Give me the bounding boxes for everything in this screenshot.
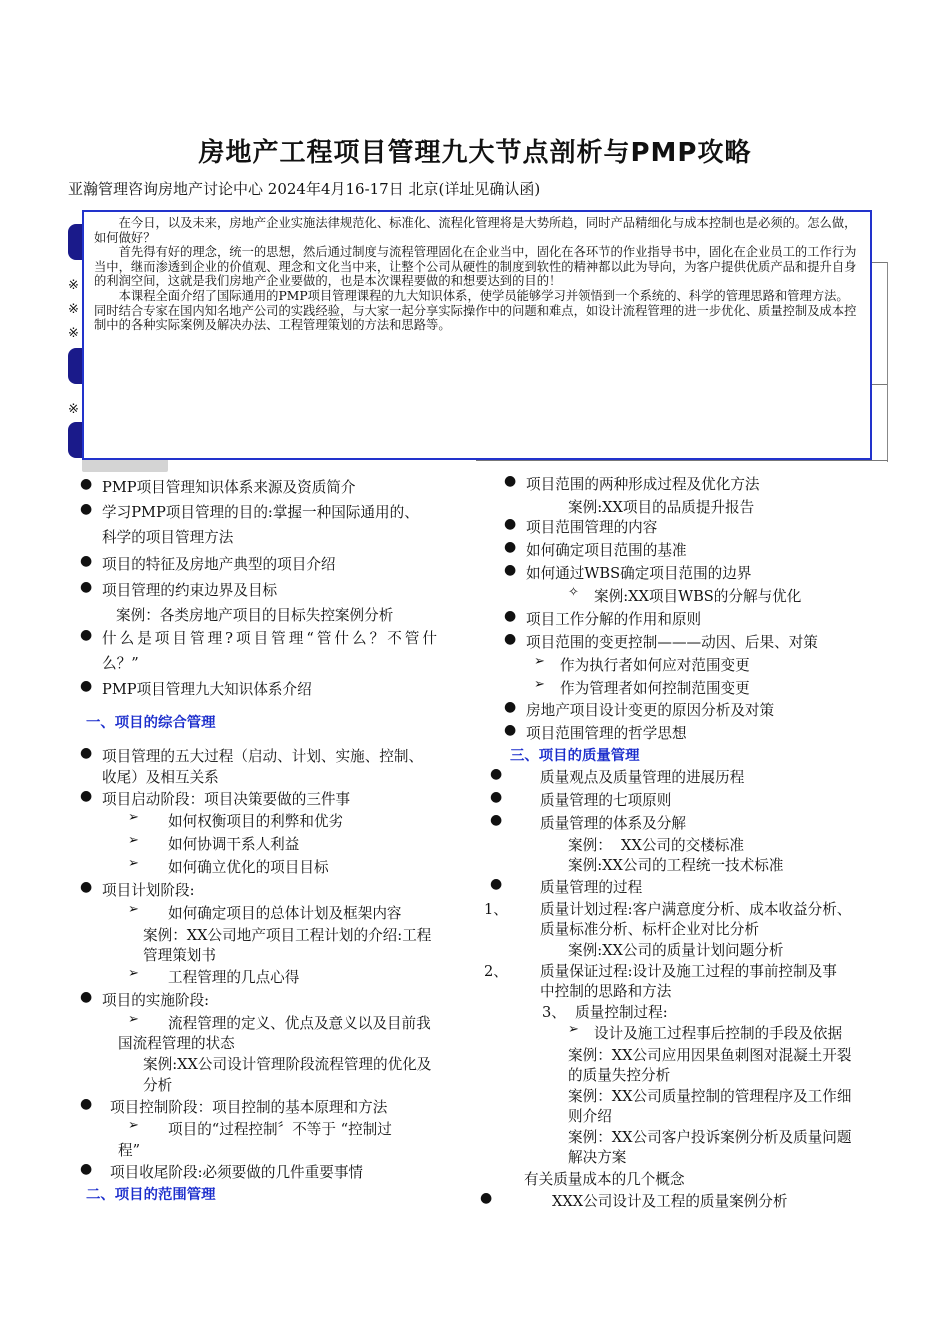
section-tab-marker xyxy=(68,422,82,458)
arrow-icon: ➢ xyxy=(128,966,139,981)
sub-list-item: ➢ 设计及施工过程事后控制的手段及依据 xyxy=(568,1022,843,1042)
case-line: 案例：XX公司地产项目工程计划的介绍:工程 xyxy=(143,927,432,944)
case-line: 案例：XX公司客户投诉案例分析及质量问题 xyxy=(568,1129,852,1146)
bullet-icon: ● xyxy=(504,631,517,647)
bullet-icon: ● xyxy=(490,876,503,892)
arrow-icon: ➢ xyxy=(128,833,139,848)
list-item: ● 项目管理的约束边界及目标 xyxy=(80,579,278,599)
case-line: 案例：XX公司应用因果鱼刺图对混凝土开裂 xyxy=(568,1047,852,1064)
arrow-icon: ➢ xyxy=(128,810,139,825)
case-line: 案例： XX公司的交楼标准 xyxy=(568,837,744,854)
arrow-icon: ➢ xyxy=(128,1012,139,1027)
bullet-icon: ● xyxy=(80,879,93,895)
reference-mark: ※ xyxy=(68,302,79,317)
numbered-item: 3、 质量控制过程: xyxy=(542,1004,668,1021)
bullet-icon: ● xyxy=(504,516,517,532)
divider xyxy=(872,262,888,263)
bullet-icon: ● xyxy=(80,678,93,694)
bullet-icon: ● xyxy=(490,812,503,828)
sub-list-item: ➢ 项目的“过程控制〞不等于 “控制过 xyxy=(128,1118,392,1138)
bullet-icon: ● xyxy=(504,722,517,738)
bullet-icon: ● xyxy=(504,539,517,555)
sub-list-item: ➢ 作为管理者如何控制范围变更 xyxy=(534,677,750,697)
numbered-item-continuation: 中控制的思路和方法 xyxy=(540,983,672,1000)
case-line: 案例：XX公司质量控制的管理程序及工作细 xyxy=(568,1088,852,1105)
list-item: ● 项目范围管理的哲学思想 xyxy=(504,722,687,742)
bullet-icon: ● xyxy=(504,562,517,578)
intro-paragraph: 本课程全面介绍了国际通用的PMP项目管理课程的九大知识体系，使学员能够学习并领悟到一个系统的、科学的管理思路和管理方法。同时结合专家在国内知名地产公司的实践经验，与大家一起分享实际操作中的问题和难点，如设计流程管理的进一步优化、质量控制及成本控制中的各种实际案例及解决办法、工程管理策划的方法和思路等。 xyxy=(94,288,857,333)
arrow-icon: ➢ xyxy=(534,654,545,669)
divider xyxy=(887,262,888,462)
list-item-continuation: 收尾）及相互关系 xyxy=(102,769,219,786)
sub-list-item: ➢ 流程管理的定义、优点及意义以及目前我 xyxy=(128,1012,431,1032)
sub-list-continuation: 程” xyxy=(118,1142,141,1159)
list-item: ● 项目收尾阶段:必须要做的几件重要事情 xyxy=(80,1161,364,1181)
list-item: ● PMP项目管理九大知识体系介绍 xyxy=(80,678,312,698)
case-line: 案例：各类房地产项目的目标失控案例分析 xyxy=(116,607,394,624)
section-heading: 二、项目的范围管理 xyxy=(86,1187,216,1203)
page-subtitle: 亚瀚管理咨询房地产讨论中心 2024年4月16-17日 北京(详址见确认函) xyxy=(68,180,541,198)
bullet-icon: ● xyxy=(80,476,93,492)
arrow-icon: ➢ xyxy=(534,677,545,692)
arrow-icon: ➢ xyxy=(128,1118,139,1133)
bullet-icon: ● xyxy=(504,473,517,489)
list-item: ● 项目范围的变更控制———动因、后果、对策 xyxy=(504,631,818,651)
intro-paragraph: 首先得有好的理念，统一的思想，然后通过制度与流程管理固化在企业当中，固化在各环节的作业指导书中，固化在企业员工的工作行为当中，继而渗透到企业的价值观、理念和文化当中来，让整个公司从硬性的制度到软性的精神都以此为导向，为客户提供优质产品和提升自身的利润空间，这就是我们房地产企业要做的，也是本次课程要做的和想要达到的目的！ xyxy=(94,245,857,289)
numbered-item-continuation: 质量标准分析、标杆企业对比分析 xyxy=(540,921,759,938)
bullet-icon: ● xyxy=(80,627,96,643)
case-line: 则介绍 xyxy=(568,1108,612,1125)
list-item-continuation: 科学的项目管理方法 xyxy=(102,529,234,546)
list-item: ● XXX公司设计及工程的质量案例分析 xyxy=(480,1190,788,1210)
list-item: ● 质量管理的七项原则 xyxy=(490,789,672,809)
list-item: ● 项目范围管理的内容 xyxy=(504,516,658,536)
bullet-icon: ● xyxy=(504,608,517,624)
list-item: ● 如何通过WBS确定项目范围的边界 xyxy=(504,562,752,582)
reference-mark: ※ xyxy=(68,402,79,417)
list-item: ● 项目启动阶段：项目决策要做的三件事 xyxy=(80,788,351,808)
bullet-icon: ● xyxy=(80,788,93,804)
bullet-icon: ● xyxy=(504,699,517,715)
bullet-icon: ● xyxy=(80,745,93,761)
list-item: ● 质量观点及质量管理的进展历程 xyxy=(490,766,745,786)
list-item: ● 项目的特征及房地产典型的项目介绍 xyxy=(80,553,336,573)
sub-list-continuation: 国流程管理的状态 xyxy=(118,1035,235,1052)
case-line: 案例:XX公司的工程统一技术标准 xyxy=(568,857,784,874)
case-line: 分析 xyxy=(143,1077,173,1094)
page-title: 房地产工程项目管理九大节点剖析与PMP攻略 xyxy=(198,138,752,168)
bullet-icon: ● xyxy=(80,1161,93,1177)
list-item: ● 项目管理的五大过程（启动、计划、实施、控制、 xyxy=(80,745,424,765)
list-item: ● 项目计划阶段: xyxy=(80,879,195,899)
case-line: 案例:XX公司的质量计划问题分析 xyxy=(568,942,784,959)
list-item: ● 项目控制阶段：项目控制的基本原理和方法 xyxy=(80,1096,388,1116)
list-item: ● 项目的实施阶段: xyxy=(80,989,210,1009)
arrow-icon: ➢ xyxy=(128,856,139,871)
bullet-icon: ● xyxy=(480,1190,493,1206)
list-item-continuation: 么？” xyxy=(102,655,139,672)
bullet-icon: ● xyxy=(80,501,93,517)
plain-item: 有关质量成本的几个概念 xyxy=(524,1171,685,1188)
arrow-icon: ➢ xyxy=(568,1022,579,1037)
item-number: 2、 xyxy=(484,963,508,980)
bullet-icon: ● xyxy=(80,553,93,569)
bullet-icon: ● xyxy=(490,789,503,805)
list-item: ● 如何确定项目范围的基准 xyxy=(504,539,687,559)
section-heading: 三、项目的质量管理 xyxy=(510,748,640,764)
bullet-icon: ● xyxy=(490,766,503,782)
numbered-item: 2、 质量保证过程:设计及施工过程的事前控制及事 xyxy=(484,960,837,981)
reference-mark: ※ xyxy=(68,278,79,293)
list-item: ● 质量管理的体系及分解 xyxy=(490,812,686,832)
arrow-icon: ➢ xyxy=(128,902,139,917)
sub-list-item: ➢ 如何确立优化的项目目标 xyxy=(128,856,329,876)
section-label-shadow xyxy=(82,458,168,472)
diamond-icon: ✧ xyxy=(568,585,579,600)
sub-list-item: ➢ 作为执行者如何应对范围变更 xyxy=(534,654,750,674)
case-line: 案例:XX公司设计管理阶段流程管理的优化及 xyxy=(143,1056,432,1073)
case-line: 管理策划书 xyxy=(143,947,216,964)
sub-list-item: ➢ 如何确定项目的总体计划及框架内容 xyxy=(128,902,402,922)
case-line: 解决方案 xyxy=(568,1149,627,1166)
divider xyxy=(872,384,888,385)
section-tab-marker xyxy=(68,224,82,260)
list-item: ● 项目范围的两种形成过程及优化方法 xyxy=(504,473,760,493)
divider xyxy=(476,460,888,461)
case-line: 的质量失控分析 xyxy=(568,1067,671,1084)
case-line: 案例:XX项目的品质提升报告 xyxy=(568,499,755,516)
course-introduction-box xyxy=(82,210,872,460)
list-item: ● 质量管理的过程 xyxy=(490,876,643,896)
item-number: 1、 xyxy=(484,901,508,918)
bullet-icon: ● xyxy=(80,1096,93,1112)
list-item: ● PMP项目管理知识体系来源及资质简介 xyxy=(80,476,356,496)
sub-list-item: ➢ 工程管理的几点心得 xyxy=(128,966,300,986)
sub-list-item: ➢ 如何协调干系人利益 xyxy=(128,833,300,853)
bullet-icon: ● xyxy=(80,989,93,1005)
section-tab-marker xyxy=(68,348,82,384)
list-item: ● 什么是项目管理?项目管理“管什么？不管什 xyxy=(80,627,440,647)
bullet-icon: ● xyxy=(80,579,93,595)
intro-paragraph: 在今日，以及未来，房地产企业实施法律规范化、标准化、流程化管理将是大势所趋，同时产品精细化与成本控制也是必须的。怎么做，如何做好？ xyxy=(94,216,857,245)
section-heading: 一、项目的综合管理 xyxy=(86,715,216,731)
list-item: ● 学习PMP项目管理的目的:掌握一种国际通用的、 xyxy=(80,501,419,521)
numbered-item: 1、 质量计划过程:客户满意度分析、成本收益分析、 xyxy=(484,898,851,919)
list-item: ● 房地产项目设计变更的原因分析及对策 xyxy=(504,699,775,719)
reference-mark: ※ xyxy=(68,326,79,341)
sub-list-item: ➢ 如何权衡项目的利弊和优劣 xyxy=(128,810,344,830)
sub-list-item: ✧ 案例:XX项目WBS的分解与优化 xyxy=(568,585,802,605)
list-item: ● 项目工作分解的作用和原则 xyxy=(504,608,702,628)
